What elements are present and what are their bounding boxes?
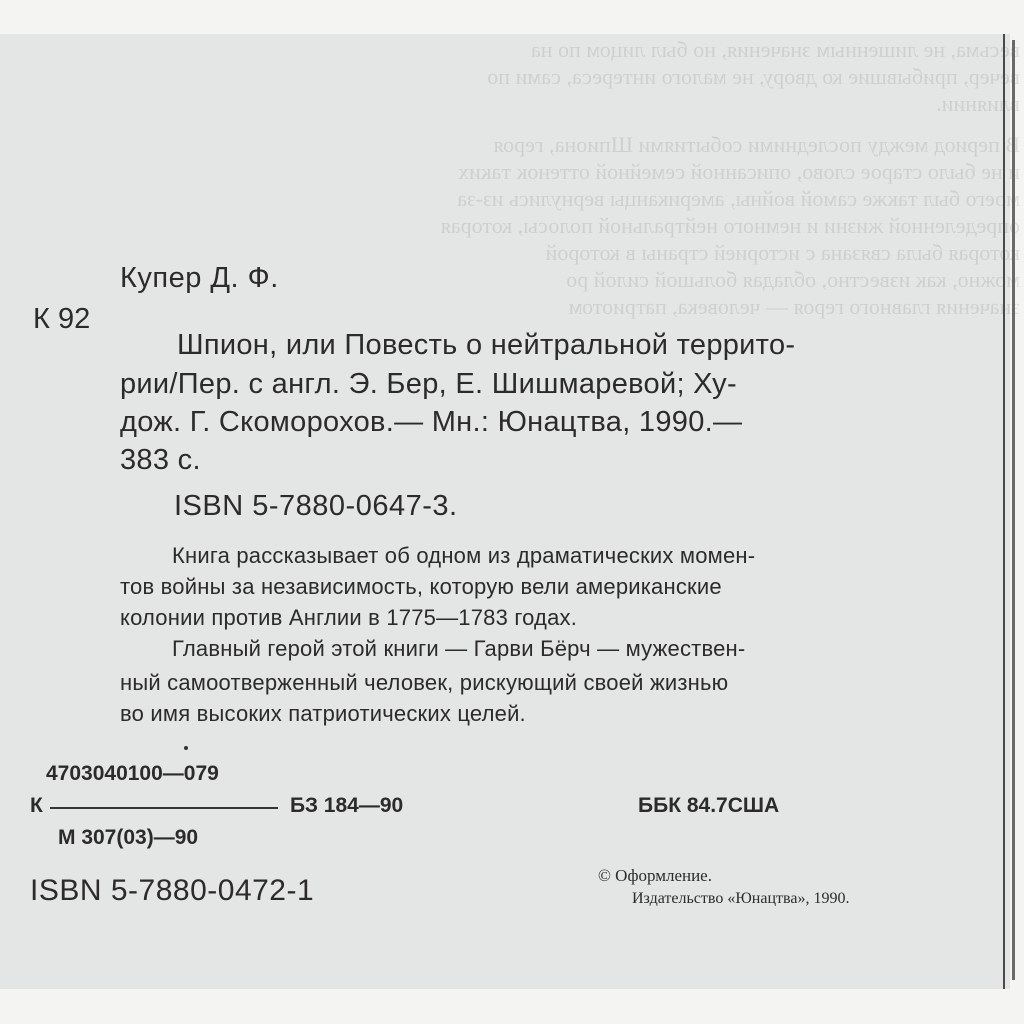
- entry-line: Шпион, или Повесть о нейтральной террито-: [177, 329, 796, 361]
- catalog-code: К 92: [33, 303, 91, 335]
- bleed-line: влиянии.: [936, 91, 1020, 116]
- fraction-k-letter: К: [30, 794, 43, 817]
- author-name: Купер Д. Ф.: [120, 262, 279, 294]
- annotation-line: Книга рассказывает об одном из драматических момен-: [172, 543, 756, 568]
- entry-line: 383 с.: [120, 444, 201, 476]
- annotation-line: Главный герой этой книги — Гарви Бёрч — мужествен-: [172, 636, 746, 661]
- fraction-rule: [50, 807, 278, 809]
- publisher-line: Издательство «Юнацтва», 1990.: [632, 890, 850, 907]
- isbn-edition: ISBN 5-7880-0472-1: [30, 874, 315, 907]
- print-speck: [184, 746, 188, 750]
- fraction-denominator: М 307(03)—90: [58, 826, 199, 849]
- bleed-line: вечер, прибывшие ко двору, не малого интереса, сами по: [487, 64, 1020, 89]
- annotation-line: ный самоотверженный человек, рискующий своей жизнью: [120, 670, 729, 695]
- annotation-line: тов войны за независимость, которую вели американские: [120, 574, 722, 599]
- bleed-line: весьма, не лишенным значения, но был лицом по на: [530, 37, 1020, 62]
- entry-line: рии/Пер. с англ. Э. Бер, Е. Шишмаревой; Ху-: [120, 368, 737, 400]
- page-edge: [1003, 34, 1005, 989]
- isbn-main: ISBN 5-7880-0647-3.: [174, 490, 458, 522]
- annotation-line: колонии против Англии в 1775—1783 годах.: [120, 605, 578, 630]
- bleed-line: моего был также самой войны, американцы вернулись из-за: [457, 186, 1020, 211]
- copyright-line: © Оформление.: [598, 866, 712, 885]
- bleed-line: которая была связана с историей страны в которой: [545, 240, 1020, 265]
- bbk-code: ББК 84.7США: [638, 794, 780, 817]
- entry-line: дож. Г. Скоморохов.— Мн.: Юнацтва, 1990.—: [120, 406, 743, 438]
- bleed-line: определенной жизни и немного нейтральной полосы, которая: [440, 213, 1020, 238]
- bleed-line: и не было старое слово, описанной семейной оттенок таких: [458, 159, 1020, 184]
- bleed-line: В период между последними событиями Шпиона, героя: [493, 132, 1020, 157]
- bz-code: БЗ 184—90: [290, 794, 404, 817]
- bleed-line: значения главного героя — человека, патриотом: [568, 294, 1020, 319]
- fraction-numerator: 4703040100—079: [46, 762, 219, 785]
- page-edge: [1012, 40, 1015, 980]
- annotation-line: во имя высоких патриотических целей.: [120, 701, 526, 726]
- bleed-line: можно, как известно, обладая большой силой ро: [566, 267, 1020, 292]
